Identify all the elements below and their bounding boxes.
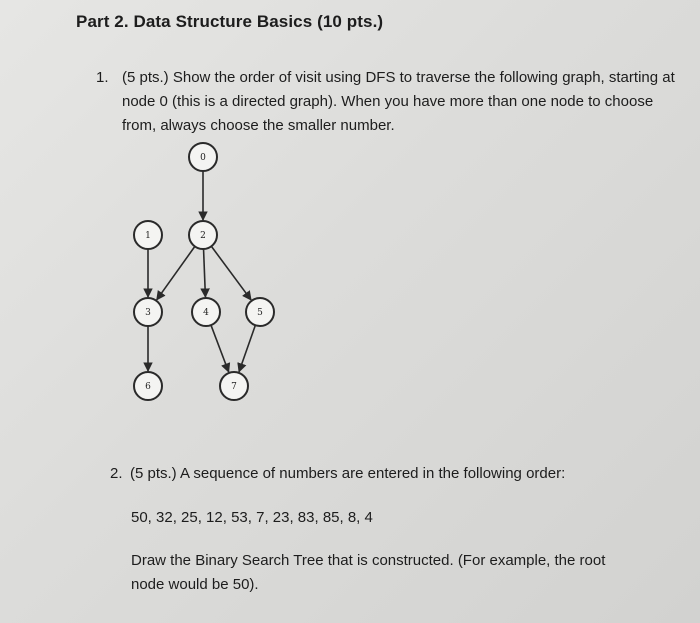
graph-node-7	[220, 372, 248, 400]
graph-node-6	[134, 372, 162, 400]
graph-node-label: 1	[145, 231, 151, 241]
graph-node-label: 2	[200, 231, 206, 241]
graph-node-label: 7	[231, 382, 237, 392]
question-1-number: 1.	[96, 69, 109, 86]
edge-2-to-4	[204, 249, 206, 297]
graph-node-4	[192, 298, 220, 326]
graph-node-0	[189, 143, 217, 171]
graph-node-label: 4	[203, 308, 209, 318]
question-2-instruction: Draw the Binary Search Tree that is constructed. (For example, the root node would be 50).	[131, 552, 606, 593]
graph-node-label: 6	[145, 382, 151, 392]
graph-node-label: 0	[200, 153, 206, 163]
edge-2-to-3	[157, 246, 195, 299]
graph-node-5	[246, 298, 274, 326]
question-1-text: (5 pts.) Show the order of visit using DFS to traverse the following graph, starting at node 0 (this is a directed graph). When you have more than one node to choose from, always choose the smaller number.	[122, 69, 675, 134]
question-2-text: (5 pts.) A sequence of numbers are entered in the following order:	[130, 465, 566, 482]
question-2	[110, 462, 670, 486]
edge-2-to-5	[211, 246, 251, 300]
directed-graph	[110, 135, 280, 405]
question-1	[96, 66, 676, 138]
graph-node-label: 5	[257, 308, 263, 318]
question-2-number: 2.	[110, 465, 123, 482]
number-sequence: 50, 32, 25, 12, 53, 7, 23, 83, 85, 8, 4	[131, 509, 373, 526]
graph-node-1	[134, 221, 162, 249]
graph-node-label: 3	[145, 308, 151, 318]
edge-4-to-7	[211, 325, 229, 372]
graph-node-3	[134, 298, 162, 326]
graph-node-2	[189, 221, 217, 249]
section-heading: Part 2. Data Structure Basics (10 pts.)	[76, 12, 384, 31]
edge-5-to-7	[239, 325, 255, 372]
